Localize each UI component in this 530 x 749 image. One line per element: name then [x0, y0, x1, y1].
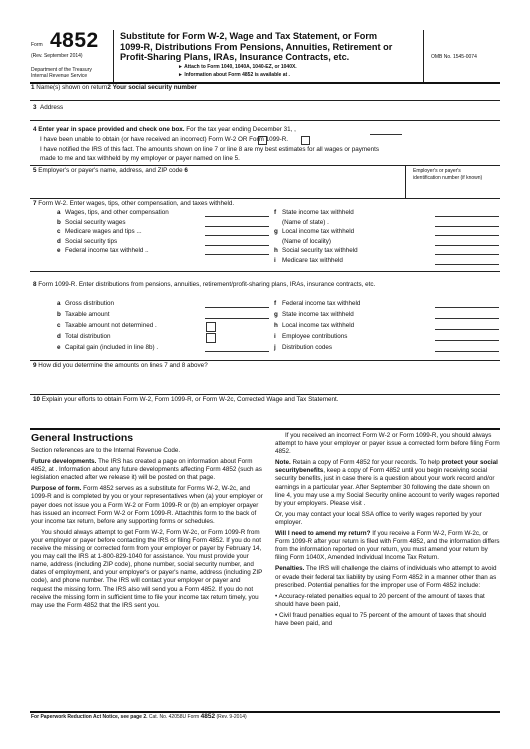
line4-option-b-cont: made to me and tax withheld by my employer or payer named on line 5. [40, 155, 240, 162]
line8-right-label: Employee contributions [282, 333, 348, 340]
footer [31, 714, 247, 720]
line7-number: 7 [33, 200, 37, 207]
line9-rule [30, 394, 500, 395]
line8-right-label: State income tax withheld [282, 311, 354, 318]
form-bottom-rule [30, 428, 500, 430]
header-divider-left [113, 30, 114, 82]
line4-option-b: I have notified the IRS of this fact. The amounts shown on line 7 or line 8 are my best estimates for all wages or payments [40, 146, 380, 153]
line8-right-amount-input[interactable] [435, 300, 499, 308]
line8-right-letter: j [274, 344, 276, 351]
rev-date: (Rev. September 2014) [31, 53, 83, 59]
form-title-line3: Profit-Sharing Plans, IRAs, Insurance Contracts, etc. [120, 52, 350, 62]
amend-title: Will I need to amend my return? [275, 530, 371, 538]
1099r-checkbox[interactable] [301, 136, 310, 145]
line7-right-amount-input[interactable] [435, 238, 499, 246]
line8-right-row [274, 322, 354, 329]
line10 [33, 396, 339, 403]
line7-right-letter: g [274, 228, 278, 236]
line7-left-label: Social security tips [65, 237, 118, 245]
line8-left-letter: c [57, 322, 61, 329]
paperwork-notice: For Paperwork Reduction Act Notice, see page 2. [31, 714, 148, 720]
form-title-line1: Substitute for Form W-2, Wage and Tax Statement, or Form [120, 31, 378, 41]
line8-right-label: Federal income tax withheld [282, 300, 361, 307]
line7-left-label: Wages, tips, and other compensation [65, 209, 169, 216]
line4-rule [30, 165, 500, 166]
line8-right-row [274, 344, 332, 351]
line4-instruction: Enter year in space provided and check one box. [38, 126, 185, 133]
line7-right-label: Local income tax withheld [282, 228, 355, 236]
line7-right-amount-input[interactable] [435, 228, 499, 236]
line3 [33, 104, 63, 111]
line7-left-row [57, 209, 169, 216]
line8-right-letter: g [274, 311, 278, 318]
line7-right-row [274, 209, 354, 216]
line8-right-row [274, 300, 360, 307]
line7-right-label: Social security tax withheld [282, 247, 358, 255]
line9 [33, 362, 208, 369]
line8-label: Form 1099-R. Enter distributions from pensions, annuities, retirement/profit-sharing plans, IRAs, insurance contracts, etc. [38, 281, 376, 288]
line7-right-label: Medicare tax withheld [282, 257, 343, 264]
line7-left-row [57, 219, 126, 226]
purpose-of-form [31, 485, 263, 525]
line7-left-letter: e [57, 247, 61, 255]
line8-left-label: Taxable amount [65, 311, 110, 318]
line3-rule [30, 120, 500, 121]
line7-label: Form W-2. Enter wages, tips, other compensation, and taxes withheld. [38, 200, 235, 207]
line5-number: 5 [33, 167, 37, 174]
line8-right-amount-input[interactable] [435, 333, 499, 341]
line7-left-letter: a [57, 209, 61, 216]
line8-left-letter: b [57, 311, 61, 318]
amend-paragraph [275, 530, 500, 562]
line8-left-letter: d [57, 333, 61, 340]
header-divider-right [423, 30, 424, 82]
right-paragraph-3: Or, you may contact your local SSA office to verify wages reported by your employer. [275, 510, 482, 526]
line7 [33, 200, 234, 207]
line8-rule [30, 360, 500, 361]
line8-left-letter: e [57, 344, 61, 351]
footer-rule [30, 711, 500, 713]
line5-divider [405, 165, 406, 198]
line7-left-letter: c [57, 228, 61, 236]
line6-label2: identification number (if known) [413, 175, 483, 181]
line8-right-label: Local income tax withheld [282, 322, 355, 329]
note-text2: , keep a copy of Form 4852 until you begin receiving social security benefits, just in case there is a question about your work record and/or earnings in a particular year. After September 30 following the date shown on line 4, you may use a my Social Security online account to verify wages reported by your employers. Please visit . [275, 467, 500, 507]
right-paragraph-1: If you received an incorrect Form W-2 or Form 1099-R, you should always attempt to have your employer or payer issue a corrected form before filing Form 4852. [275, 432, 500, 456]
line8-left-row [57, 333, 111, 340]
w2-checkbox[interactable] [258, 136, 267, 145]
line10-number: 10 [33, 396, 41, 403]
line7-left-label: Social security wages [65, 218, 126, 226]
line8-left-amount-input[interactable] [205, 300, 269, 308]
tax-year-input[interactable] [370, 127, 402, 135]
line7-left-amount-input[interactable] [205, 247, 269, 255]
line3-number: 3 [33, 104, 37, 111]
line4-year-text: For the tax year ending December 31, , [184, 126, 296, 133]
line8-right-letter: f [274, 300, 277, 307]
line10-label: Explain your efforts to obtain Form W-2, Form 1099-R, or Form W-2c, Corrected Wage and Tax Statement. [41, 396, 339, 403]
line8-right-row [274, 333, 347, 340]
line7-right-row [274, 238, 331, 245]
irs-service: Internal Revenue Service [31, 73, 88, 79]
line7-right-amount-input[interactable] [435, 257, 499, 265]
future-developments [31, 458, 263, 482]
line1-number: 1 [31, 84, 35, 91]
line7-left-amount-input[interactable] [205, 238, 269, 246]
line2-number: 2 [107, 84, 111, 91]
line3-label: Address [40, 104, 64, 111]
line5-rule [30, 198, 500, 199]
general-instructions-heading: General Instructions [31, 432, 134, 444]
form-title-line2: 1099-R, Distributions From Pensions, Annuities, Retirement or [120, 41, 393, 52]
line8-left-row [57, 322, 157, 329]
line7-right-row [274, 219, 329, 226]
footer-rev: (Rev. 9-2014) [216, 714, 247, 720]
line7-left-amount-input[interactable] [205, 228, 269, 236]
note-title: Note. [275, 459, 291, 467]
pen-text: The IRS will challenge the claims of individuals who attempt to avoid or evade their federal tax liability by using Form 4852 in a manner other than as prescribed. Potential penalties for the improper use of Form 4852 include: [275, 565, 497, 589]
info-instruction: ► Information about Form 4852 is available at . [178, 72, 290, 78]
line8-left-label: Taxable amount not determined . [65, 322, 157, 329]
line7-right-label: (Name of state) . [282, 218, 329, 226]
left-paragraph-2: You should always attempt to get Form W-2, Form W-2c, or Form 1099-R from your employer or payer before contacting the IRS or filing Form 4852. If you do not receive the missing or corrected form from your employer or payer by February 14, you may call the IRS at 1-800-829-1040 for assistance. You must provide your name, address (including ZIP code), phone number, social security number, and dates of employment, and your employer's or payer's name, address (including ZIP code), and phone number. The IRS will contact your employer or payer and request the missing form. The IRS also will send you a Form 4852. If you do not receive the missing form in sufficient time to file your income tax return timely, you may use the Form 4852 that the IRS sent you. [31, 528, 263, 609]
line8-right-letter: i [274, 333, 276, 340]
line8-right-letter: h [274, 322, 278, 329]
line8-right-amount-input[interactable] [435, 344, 499, 352]
line8-left-amount-input[interactable] [205, 344, 269, 352]
line1-label: Name(s) shown on return [36, 84, 108, 91]
line9-label: How did you determine the amounts on lines 7 and 8 above? [38, 362, 208, 369]
bullet-2: • Civil fraud penalties equal to 75 percent of the amount of taxes that should have been paid, and [275, 611, 487, 627]
line8-left-row [57, 311, 109, 318]
line8-left-label: Gross distribution [65, 300, 114, 307]
line8-left-checkbox[interactable] [206, 333, 216, 343]
line7-left-amount-input[interactable] [205, 209, 269, 217]
line7-left-row [57, 228, 142, 235]
pen-title: Penalties. [275, 565, 305, 573]
form-word: Form [31, 42, 43, 48]
line2-label: Your social security number [112, 84, 197, 91]
line7-right-amount-input[interactable] [435, 219, 499, 227]
note-paragraph [275, 459, 500, 508]
cat-number: Cat. No. 42058U [148, 714, 187, 720]
line5-label: Employer's or payer's name, address, and ZIP code [38, 167, 183, 174]
instructions-right-column [275, 432, 500, 631]
line7-left-letter: b [57, 218, 61, 226]
line8-right-amount-input[interactable] [435, 311, 499, 319]
line9-number: 9 [33, 362, 37, 369]
line7-right-letter: i [274, 257, 276, 264]
line7-left-row [57, 238, 117, 245]
line8-number: 8 [33, 281, 37, 288]
po-text: Form 4852 serves as a substitute for Forms W-2, W-2c, and 1099-R and is completed by you or your representatives when (a) your employer or payer does not issue you a Form W-2 or Form 1099-R or (b) an employer orpayer has issued an incorrect Form W-2 or Form 1099-R. Attachthis form to the back of your income tax return, before any supporting forms or schedules. [31, 485, 263, 525]
line1 [31, 84, 197, 91]
line4-option-a: I have been unable to obtain (or have received an incorrect) Form W-2 OR Form 1099-R. [40, 136, 289, 143]
line8-left-label: Total distribution [65, 333, 111, 340]
line6-number: 6 [184, 167, 188, 174]
line6-label1: Employer's or payer's [413, 168, 461, 174]
penalties-paragraph [275, 565, 500, 589]
line7-right-label: (Name of locality) [282, 237, 331, 245]
line7-left-letter: d [57, 237, 61, 245]
footer-form-number: 4852 [200, 713, 216, 720]
intro-text: Section references are to the Internal Revenue Code. [31, 447, 181, 454]
line8-left-row [57, 344, 158, 351]
amend-text: If you receive a Form W-2, Form W-2c, or Form 1099-R after your return is filed with Form 4852, and the information differs from the information reported on your return, you must amend your return by filing Form 1040X, Amended Individual Income Tax Return. [275, 530, 500, 562]
line5 [33, 167, 188, 174]
line8-right-label: Distribution codes [282, 344, 333, 351]
line7-right-letter: f [274, 209, 277, 216]
line1-rule [30, 100, 500, 101]
note-bold: protect your social securitybenefits [275, 459, 498, 475]
po-title: Purpose of form. [31, 485, 82, 493]
line8-left-row [57, 300, 114, 307]
attach-instruction: ► Attach to Form 1040, 1040A, 1040-EZ, or 1040X. [178, 64, 297, 70]
line8-right-amount-input[interactable] [435, 322, 499, 330]
line7-rule [30, 271, 500, 272]
line7-right-amount-input[interactable] [435, 247, 499, 255]
line7-right-row [274, 228, 354, 235]
instructions-left-column [31, 447, 263, 613]
line8 [33, 281, 375, 288]
line8-left-label: Capital gain (included in line 8b) . [65, 344, 159, 351]
line4 [33, 126, 296, 133]
line7-right-row [274, 257, 343, 264]
line7-left-row [57, 247, 149, 254]
note-text: Retain a copy of Form 4852 for your records. To help [290, 459, 442, 467]
line7-right-row [274, 247, 358, 254]
line7-right-letter: h [274, 247, 278, 255]
department: Department of the Treasury [31, 67, 92, 73]
bullet-1: • Accuracy-related penalties equal to 20 percent of the amount of taxes that should have been paid, [275, 592, 485, 608]
line7-right-amount-input[interactable] [435, 209, 499, 217]
line7-right-label: State income tax withheld [282, 209, 354, 216]
line7-left-label: Medicare wages and tips ... [65, 228, 142, 236]
line8-left-letter: a [57, 300, 61, 307]
line4-number: 4 [33, 126, 37, 133]
line8-left-amount-input[interactable] [205, 311, 269, 319]
line7-left-label: Federal income tax withheld .. [65, 247, 149, 255]
footer-form-label: Form [187, 714, 200, 720]
line7-left-amount-input[interactable] [205, 219, 269, 227]
line8-left-checkbox[interactable] [206, 322, 216, 332]
fd-text: The IRS has created a page on information about Form 4852, at . Information about any future developments affecting Form 4852 (such as legislation enacted after we release it) will be posted on that page. [31, 458, 262, 482]
fd-title: Future developments. [31, 458, 97, 466]
omb-number: OMB No. 1545-0074 [431, 54, 477, 60]
form-number: 4852 [50, 29, 99, 52]
line8-right-row [274, 311, 354, 318]
